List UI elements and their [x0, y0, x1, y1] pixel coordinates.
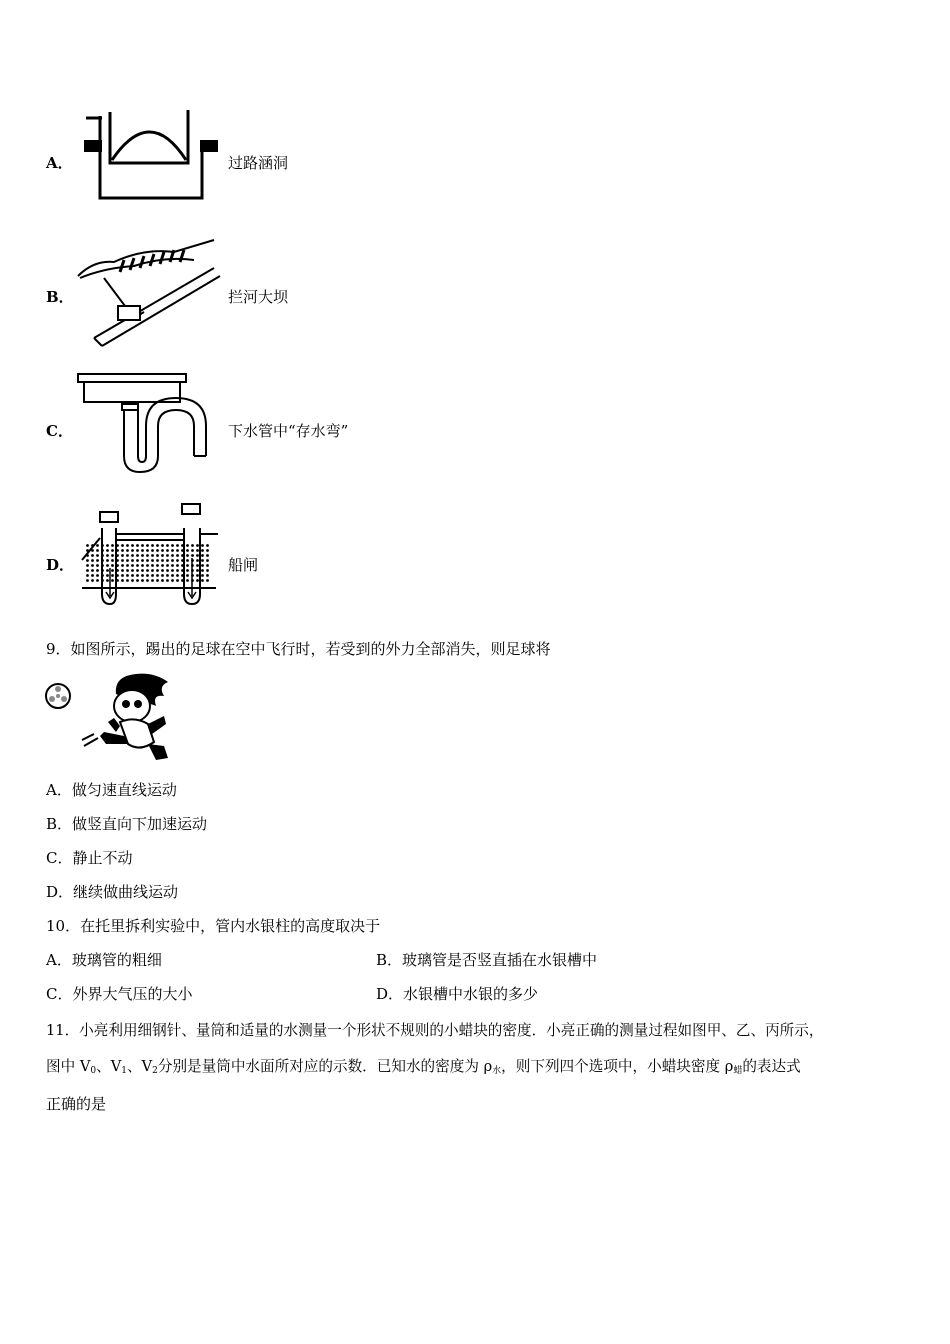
q9-option-d: D．继续做曲线运动: [46, 883, 179, 901]
q11-text-d: 分别是量筒中水面所对应的示数．已知水的密度为 ρ: [157, 1058, 493, 1075]
question-11-line-1: 11．小亮利用细钢针、量筒和适量的水测量一个形状不规则的小蜡块的密度．小亮正确的测量过程如图甲、乙、丙所示，: [46, 1022, 824, 1039]
q11-sub-1: 1: [121, 1066, 127, 1076]
option-b-letter: B．: [46, 288, 74, 306]
option-c-letter: C．: [46, 422, 73, 440]
q9-option-c: C．静止不动: [46, 849, 133, 867]
q11-sub-0: 0: [90, 1066, 97, 1076]
q11-text-b: 、V: [96, 1058, 122, 1075]
option-c-caption: 下水管中“存水弯”: [228, 422, 349, 440]
ship-lock-figure: [80, 498, 220, 613]
q11-sub-wax: 蜡: [733, 1066, 743, 1076]
q10-option-c: C．外界大气压的大小: [46, 985, 193, 1003]
q10-option-d: D．水银槽中水银的多少: [376, 985, 539, 1003]
option-a-letter: A．: [46, 154, 73, 172]
question-11-line-3: 正确的是: [46, 1095, 107, 1113]
q11-text-f: 的表达式: [742, 1058, 801, 1075]
football-icon: [46, 684, 70, 708]
q11-text-a: 图中 V: [46, 1058, 91, 1075]
q11-sub-water: 水: [492, 1066, 502, 1076]
q11-sub-2: 2: [152, 1066, 158, 1076]
question-10-stem: 10．在托里拆利实验中，管内水银柱的高度取决于: [46, 917, 381, 935]
option-d-caption: 船闸: [228, 556, 259, 574]
option-d-letter: D．: [46, 556, 75, 574]
q9-option-b: B．做竖直向下加速运动: [46, 815, 208, 833]
option-a-caption: 过路涵洞: [228, 154, 289, 172]
q10-option-a: A．玻璃管的粗细: [46, 951, 162, 969]
q11-text-c: 、V: [126, 1058, 153, 1075]
culvert-figure: [82, 108, 222, 203]
question-9-stem: 9．如图所示，踢出的足球在空中飞行时，若受到的外力全部消失，则足球将: [46, 640, 551, 658]
sink-trap-figure: [76, 370, 226, 480]
dam-figure: [74, 238, 224, 350]
option-b-caption: 拦河大坝: [228, 288, 289, 306]
q11-text-e: ，则下列四个选项中，小蜡块密度 ρ: [501, 1058, 734, 1075]
q9-option-a: A．做匀速直线运动: [46, 781, 177, 799]
question-11-line-2: [46, 1055, 801, 1076]
mascot-kicking-football-figure: [44, 672, 174, 764]
q10-option-b: B．玻璃管是否竖直插在水银槽中: [376, 951, 598, 969]
